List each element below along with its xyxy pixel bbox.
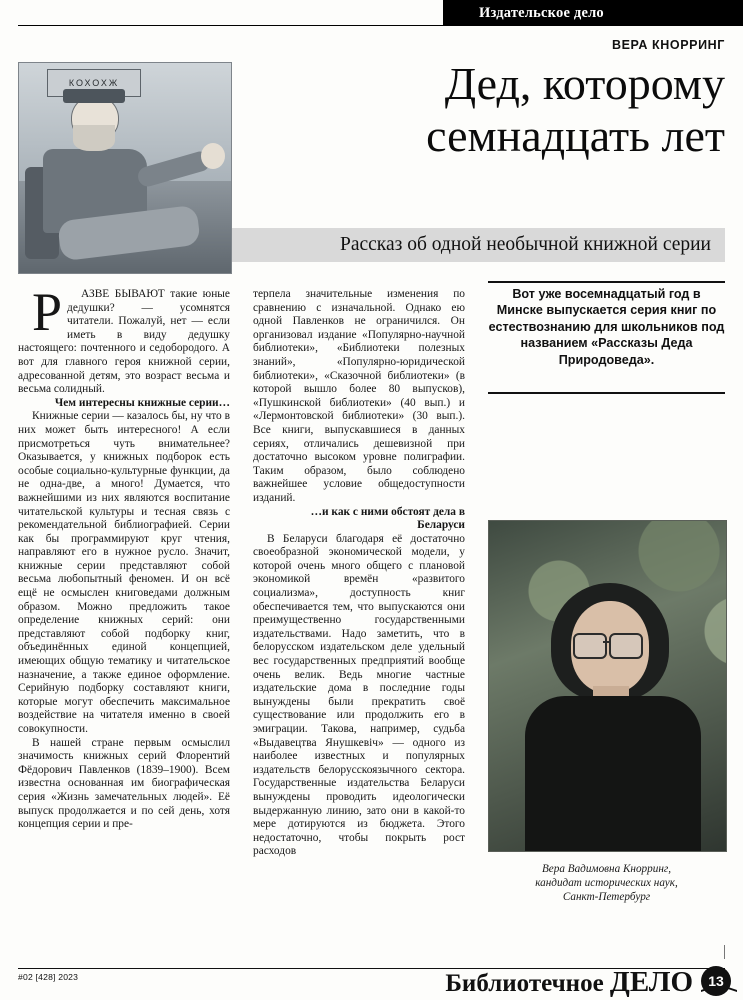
article-subtitle: Рассказ об одной необычной книжной серии [339, 234, 711, 255]
photo-glasses-bridge [603, 641, 611, 643]
pullquote-rule-top [488, 281, 725, 283]
paragraph: терпела значительные изменения по сравнению с изначальной. Однако ею одной Павленков не ограничился. Он организовал издание «Популярно-научной библиотеки», «Библиотеки полезных знаний», «Популярно-юридической библиотеки», «Сказочной библиотеки» (в которой вышло более 80 выпусков), «Пушкинской библиотеки» (40 вып.) и «Лермонтовской библиотеки» (30 вып.). Все книги, выпускавшиеся в данных сериях, отличались дешевизной при достаточно высоком уровне полиграфии. Таким образом, было соблюдено важнейшее условие общедоступности изданий. [253, 288, 465, 504]
brand-word-2: ДЕЛО [609, 966, 693, 998]
photo-glasses-right [609, 633, 643, 659]
issue-info: #02 [428] 2023 [18, 972, 79, 982]
subtitle-band [160, 228, 725, 262]
pullquote: Вот уже восемнадцатый год в Минске выпускается серия книг по естествознанию для школьников под названием «Рассказы Деда Природоведа». [488, 287, 725, 367]
caption-line-1: Вера Вадимовна Кнорринг, [541, 863, 672, 875]
text-column-1 [18, 282, 230, 832]
pullquote-rule-bottom [488, 392, 725, 394]
illustration-hand [201, 143, 225, 169]
title-line-2: семнадцать лет [426, 110, 725, 161]
paragraph [18, 282, 230, 397]
paragraph: В нашей стране первым осмыслил значимость книжных серий Флорентий Фёдорович Павленков (1839–1900). Всем известна основанная им биографическая серия «Жизнь замечательных людей». Её выпуск продолжается и по сей день, хотя концепция серии и пре- [18, 736, 230, 831]
page-tick-mark [724, 945, 725, 959]
paragraph: Книжные серии — казалось бы, ну что в них может быть интересного! А если присмотреться чуть внимательнее? Оказывается, у книжных подборок есть особые социально-культурные функции, да не одна-две, а много! Думается, что важнейшими из них являются воспитание читательской культуры и тесная связь с рекомендательной библиографией. Серии как бы программируют круг чтения, направляют его в нужное русло. Значит, книжные серии представляют собой весьма любопытный феномен. И он всё ещё не осмыслен книговедами должным образом. Можно предложить такое определение книжных серий: они представляют собой подборку книг, объединённых единой концепцией, имеющих общую тематику и читательское назначение, а также единое оформление. Серийную подборку составляют книги, которые могут обеспечить максимальное воздействие на читателя именно в своей совокупности. [18, 410, 230, 735]
author-photo [488, 520, 727, 852]
photo-glasses-left [573, 633, 607, 659]
text-column-2 [253, 288, 465, 859]
header-rule [18, 25, 443, 26]
title-line-1: Дед, которому [444, 58, 725, 109]
dropcap: Р [32, 282, 63, 342]
rubric-label: Издательское дело [479, 5, 604, 21]
caption-line-3: Санкт-Петербург [562, 891, 651, 903]
publication-brand [445, 966, 693, 999]
rubric-bar [443, 0, 743, 26]
illustration-banner-text: КОХОХЖ [47, 69, 141, 97]
photo-caption [488, 862, 725, 904]
section-heading: Чем интересны книжные серии… [54, 396, 230, 409]
page-title [225, 58, 725, 162]
illustration-hat [63, 89, 125, 103]
illustration-beard [73, 125, 115, 151]
lead-caps: АЗВЕ БЫВАЮТ [81, 288, 165, 300]
paragraph: В Беларуси благодаря её достаточно своеобразной экономической модели, у которой очень много общего с плановой экономикой времён «развитого социализма», доступность книг обеспечивается тем, что выпускаются они преимущественно государственными издательствами. Надо заметить, что в белорусском издательском деле удельный вес государственных предприятий вообще очень велик. Ведь многие частные издательские дома в последние годы вынуждены были прекратить своё существование или продолжить его в эмиграции. Такова, например, судьба «Выдавецтва Янушкевіч» — одного из наиболее известных и популярных издательств белорусскоязычного сектора. Государственные издательства Беларуси вынуждены проводить идеологически выдержанную линию, зато они в какой-то мере дотируются из бюджета. Этого недостаточно, чтобы покрыть рост расходов [253, 532, 465, 858]
photo-torso [525, 696, 701, 852]
paragraph-text: такие юные дедушки? — усомнятся читатели. Пожалуй, нет — если иметь в виду дедушку настоящего: почтенного и седобородого. А вот для главного героя книжной серии, адресованной детям, это возраст весьма и весьма солидный. [18, 288, 230, 396]
article-author: ВЕРА КНОРРИНГ [611, 38, 725, 52]
brand-word-1: Библиотечное [445, 970, 604, 997]
page-number-badge: 13 [701, 966, 731, 996]
section-heading: …и как с ними обстоят дела в Беларуси [310, 505, 465, 532]
caption-line-2: кандидат исторических наук, [535, 877, 678, 889]
illustration-grandfather [18, 62, 232, 274]
